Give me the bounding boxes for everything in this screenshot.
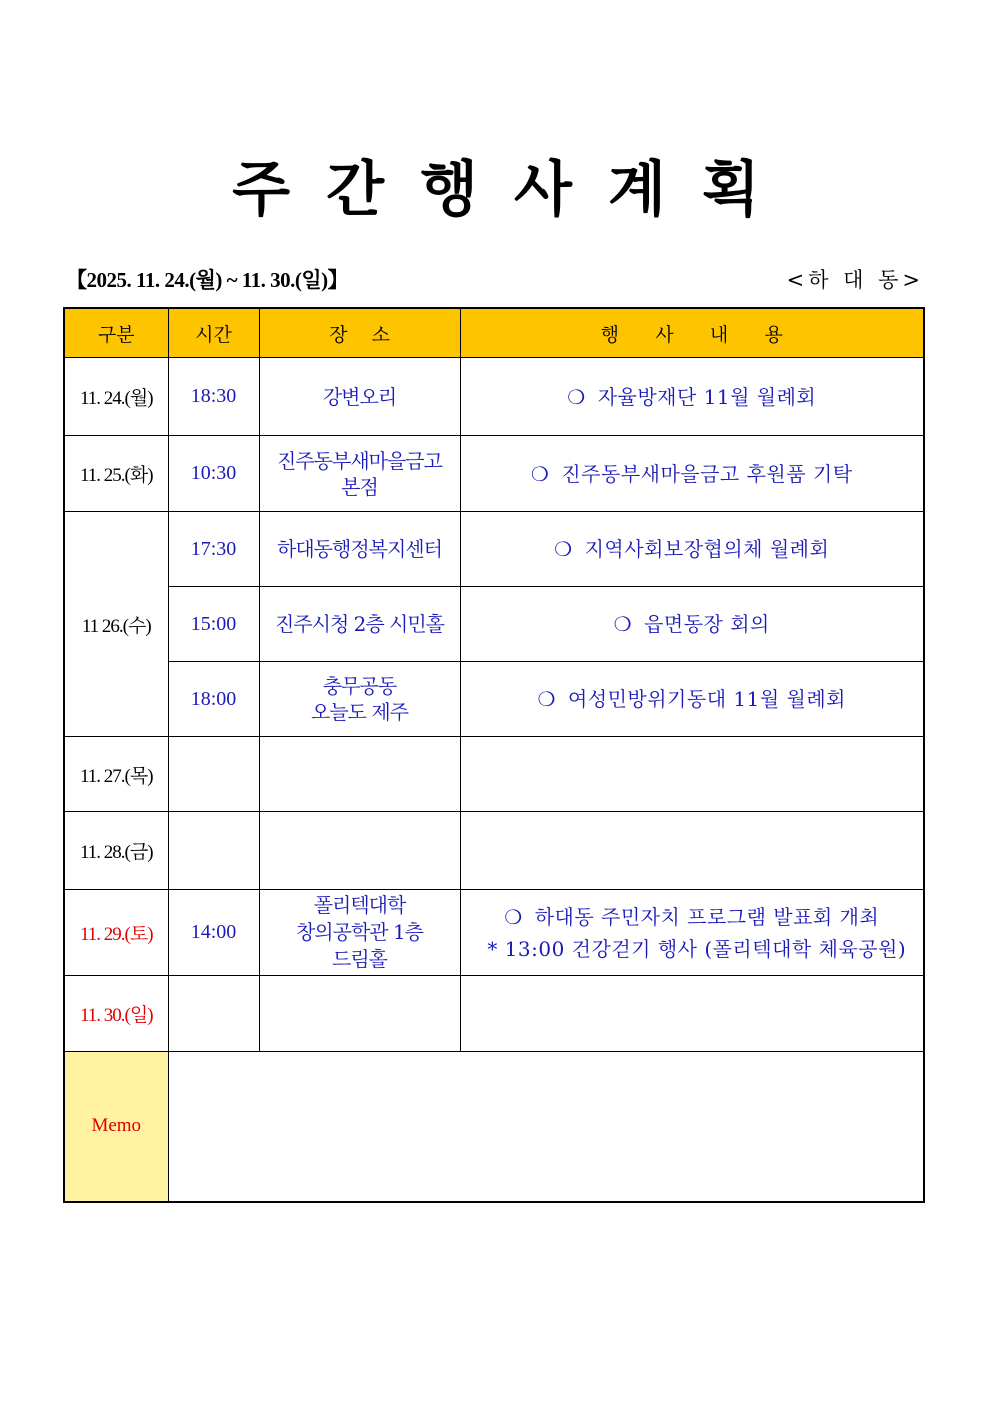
event-text: 진주동부새마을금고 후원품 기탁	[561, 461, 853, 486]
time-cell: 14:00	[168, 890, 259, 976]
content-cell	[460, 512, 924, 587]
date-cell: 11 26.(수)	[64, 512, 168, 737]
place-line: 창의공학관 1층	[295, 920, 423, 944]
bullet-icon: ❍	[537, 687, 556, 711]
table-row	[64, 436, 924, 512]
time-cell: 17:30	[168, 512, 259, 587]
time-cell: 18:30	[168, 358, 259, 436]
event-text: 여성민방위기동대 11월 월례회	[567, 687, 846, 711]
bullet-icon: ❍	[554, 537, 573, 561]
memo-label: Memo	[64, 1052, 168, 1202]
memo-row	[64, 1052, 924, 1202]
place-line: 오늘도 제주	[311, 700, 408, 724]
date-cell: 11. 27.(목)	[64, 737, 168, 812]
table-row	[64, 737, 924, 812]
time-cell	[168, 976, 259, 1052]
content-cell	[460, 890, 924, 976]
bullet-icon: ❍	[567, 384, 586, 409]
time-cell	[168, 812, 259, 890]
event-text: 하대동 주민자치 프로그램 발표회 개최	[534, 904, 880, 929]
table-row	[64, 890, 924, 976]
time-cell: 15:00	[168, 587, 259, 662]
table-row	[64, 812, 924, 890]
table-row	[64, 587, 924, 662]
time-cell	[168, 737, 259, 812]
place-cell	[259, 662, 460, 737]
place-cell	[259, 890, 460, 976]
header-time: 시간	[168, 308, 259, 358]
time-cell: 18:00	[168, 662, 259, 737]
date-cell: 11. 28.(금)	[64, 812, 168, 890]
date-cell: 11. 30.(일)	[64, 976, 168, 1052]
header-content: 행 사 내 용	[460, 308, 924, 358]
place-cell	[259, 587, 460, 662]
place-line: 진주동부새마을금고	[277, 448, 442, 473]
place-cell	[259, 737, 460, 812]
bullet-icon: ❍	[613, 612, 633, 636]
place-cell	[259, 436, 460, 512]
place-line: 드림홀	[332, 947, 387, 971]
table-row	[64, 358, 924, 436]
content-cell	[460, 358, 924, 436]
date-cell: 11. 24.(월)	[64, 358, 168, 436]
table-row	[64, 662, 924, 737]
content-cell	[460, 976, 924, 1052]
date-cell: 11. 25.(화)	[64, 436, 168, 512]
time-cell: 10:30	[168, 436, 259, 512]
place-line: 진주시청 2층 시민홀	[275, 612, 444, 636]
event-note: * 13:00 건강걷기 행사 (폴리텍대학 체육공원)	[487, 936, 907, 961]
bullet-icon: ❍	[504, 904, 523, 929]
place-line: 하대동행정복지센터	[277, 537, 442, 561]
dong-name: <하 대 동>	[786, 268, 924, 292]
content-cell	[460, 737, 924, 812]
place-line: 폴리텍대학	[313, 893, 406, 917]
event-text: 자율방재단 11월 월례회	[597, 384, 817, 409]
page-title: 주간행사계획	[232, 155, 796, 225]
place-line: 본점	[341, 474, 378, 499]
place-cell	[259, 976, 460, 1052]
header-place: 장 소	[259, 308, 460, 358]
content-cell	[460, 662, 924, 737]
table-row	[64, 976, 924, 1052]
content-cell	[460, 587, 924, 662]
header-row	[64, 308, 924, 358]
date-cell: 11. 29.(토)	[64, 890, 168, 976]
place-cell	[259, 812, 460, 890]
bullet-icon: ❍	[530, 461, 550, 486]
place-cell	[259, 512, 460, 587]
period-range: 【2025. 11. 24.(월) ~ 11. 30.(일)】	[66, 268, 349, 292]
content-cell	[460, 812, 924, 890]
schedule-table	[63, 307, 925, 1203]
content-cell	[460, 436, 924, 512]
place-line: 충무공동	[322, 674, 397, 698]
table-row	[64, 512, 924, 587]
place-cell	[259, 358, 460, 436]
header-category: 구분	[64, 308, 168, 358]
event-text: 읍면동장 회의	[644, 612, 770, 636]
event-text: 지역사회보장협의체 월례회	[584, 537, 830, 561]
place-line: 강변오리	[322, 384, 397, 409]
memo-area	[168, 1052, 924, 1202]
